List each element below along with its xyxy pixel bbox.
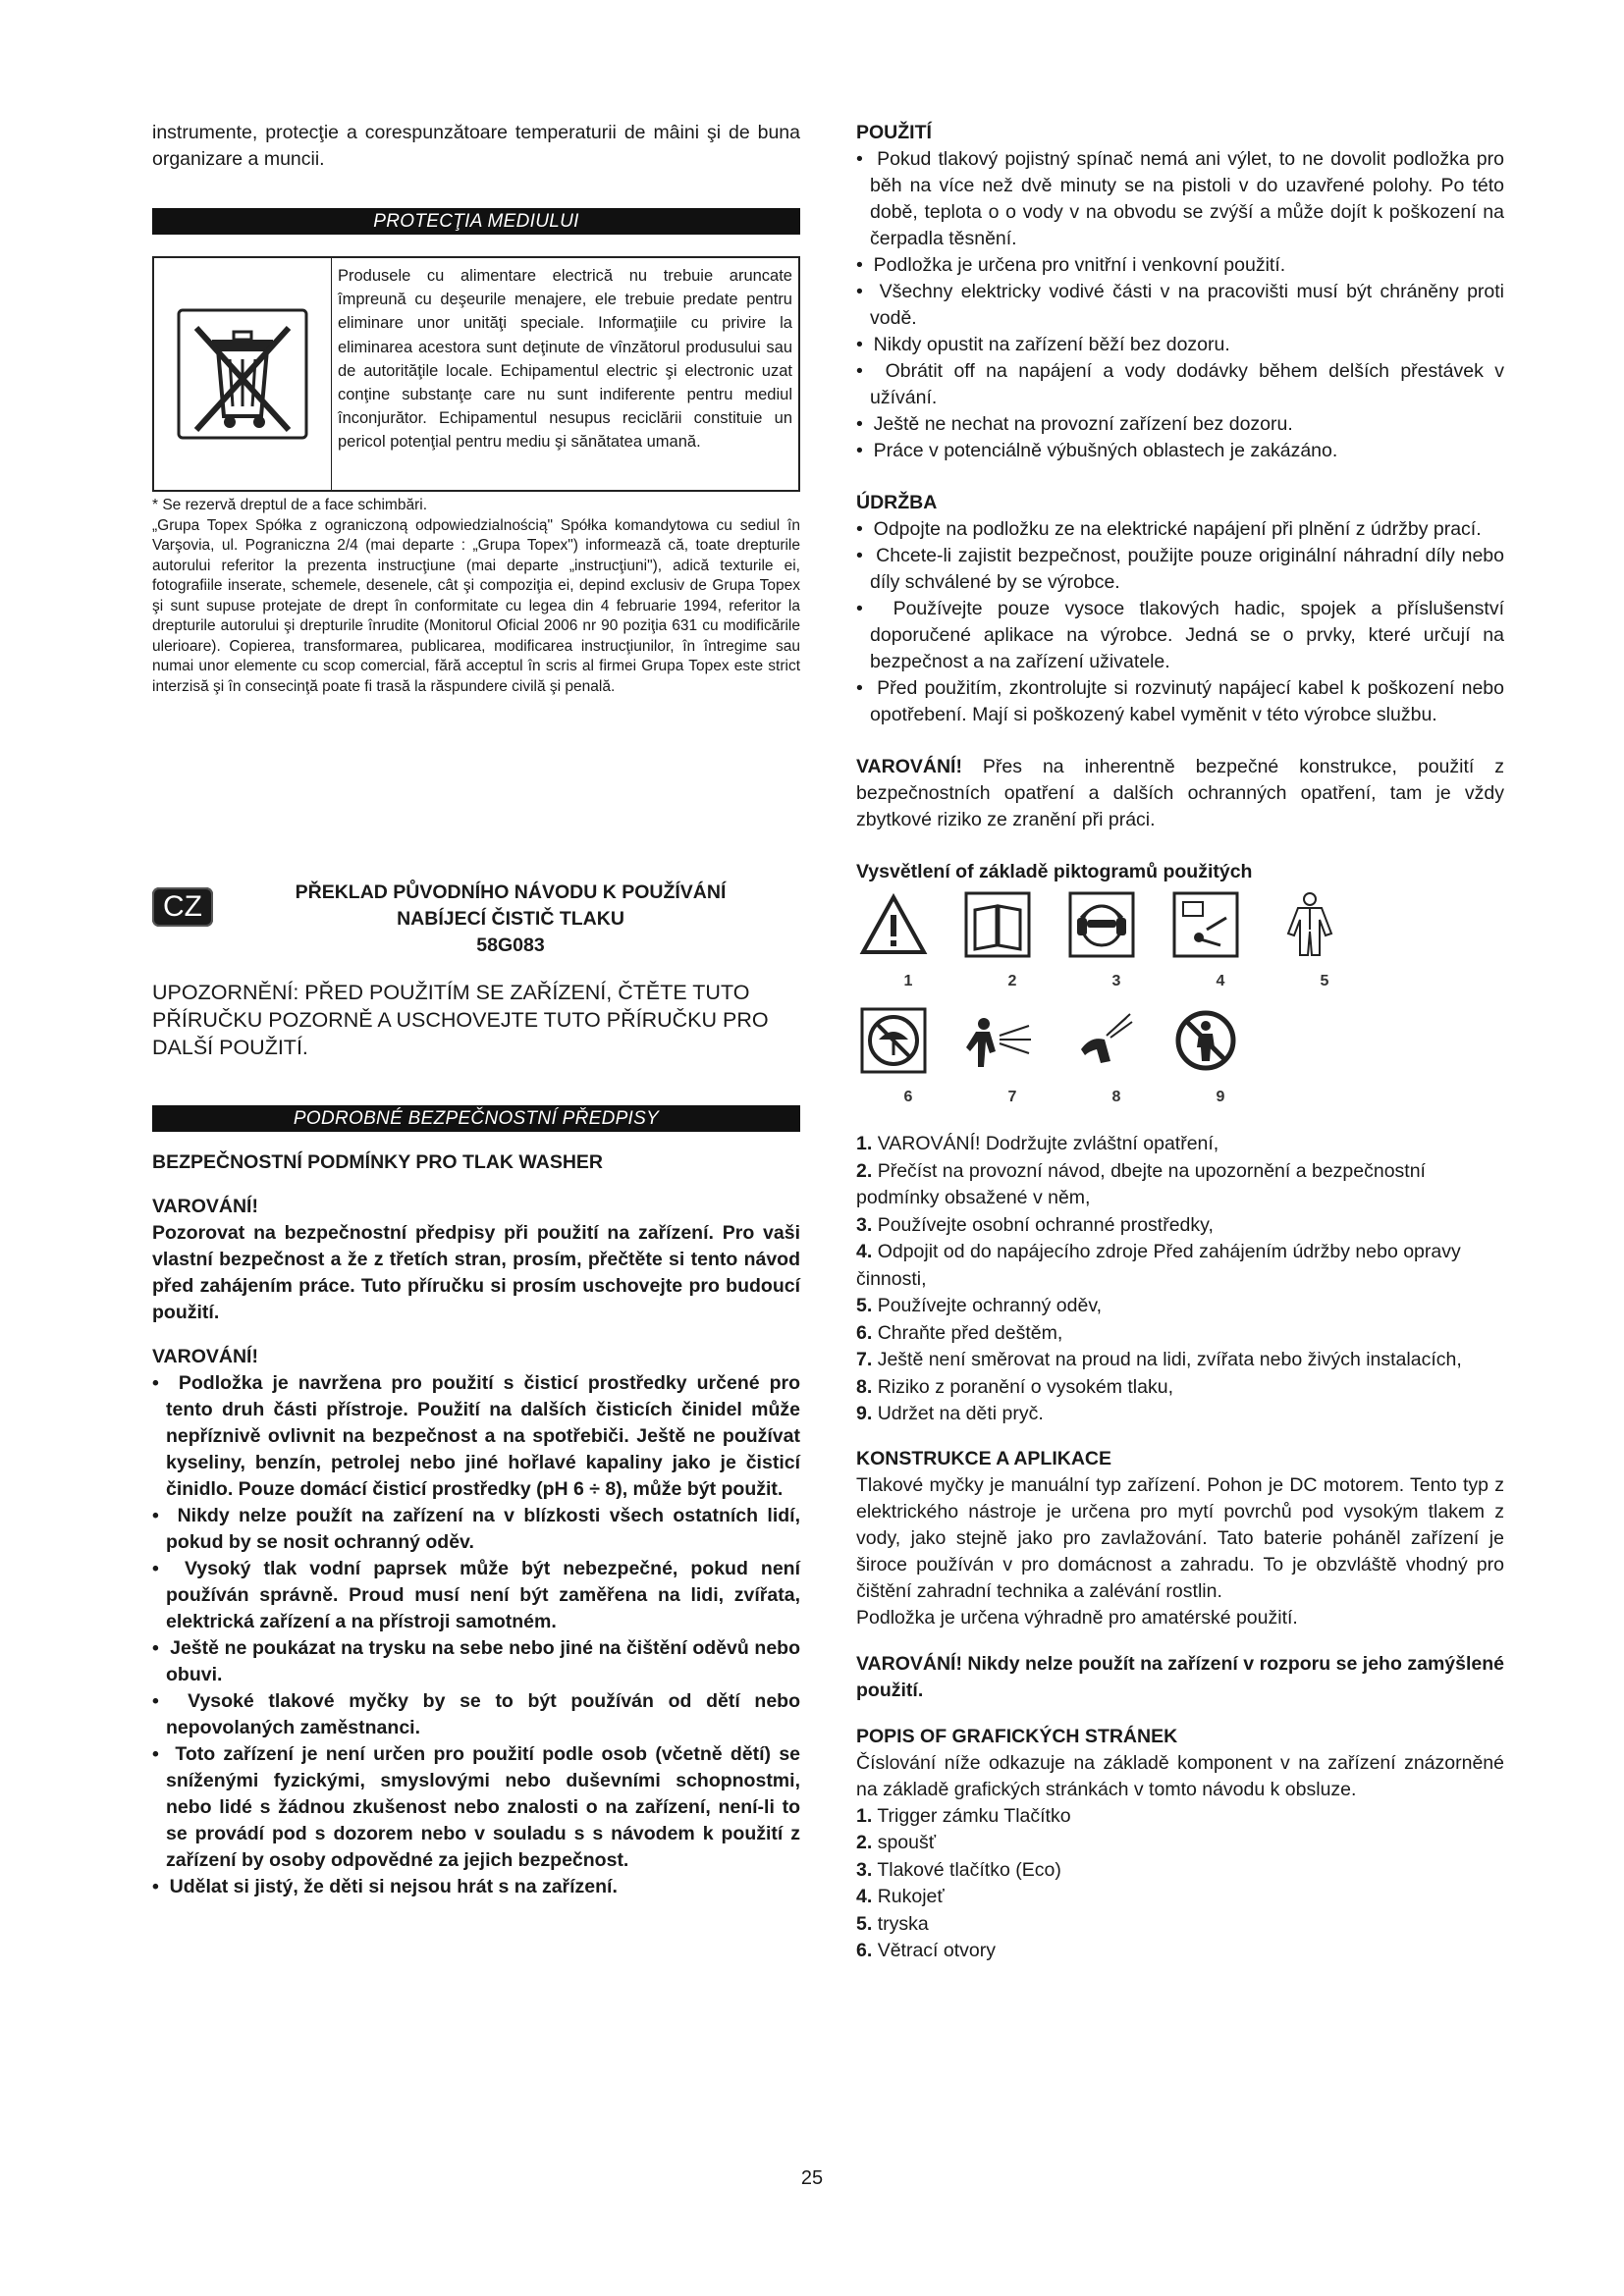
manual-book-icon bbox=[960, 887, 1035, 962]
list-item: 7. Ještě není směrovat na proud na lidi, zvířata nebo živých instalacích, bbox=[856, 1349, 1462, 1370]
keep-children-away-icon bbox=[1168, 1003, 1243, 1078]
component-list bbox=[856, 1803, 1504, 1965]
pictogram-number: 9 bbox=[1216, 1089, 1225, 1105]
pouziti-heading: POUŽITÍ bbox=[856, 122, 932, 143]
varovani-residual-risk bbox=[856, 754, 1504, 833]
list-item: • Toto zařízení je není určen pro použití podle osob (včetně dětí) se sníženými fyzickými, smyslovými nebo duševními schopnostmi, nebo lidé s žádnou zkušenost nebo znalosti o na zařízení, není-li to se provádí pod s dozorem nebo v souladu s s návodem k použití z zařízení by osoby odpovědné za jejich bezpečnost. bbox=[152, 1741, 800, 1874]
pictogram-number: 5 bbox=[1320, 973, 1329, 989]
protective-suit-icon bbox=[1272, 887, 1347, 962]
pictogram-number: 4 bbox=[1216, 973, 1225, 989]
list-item: • Ještě ne poukázat na trysku na sebe nebo jiné na čištění oděvů nebo obuvi. bbox=[152, 1635, 800, 1688]
no-spray-people-icon bbox=[960, 1003, 1035, 1078]
pictogram-number: 1 bbox=[903, 973, 913, 989]
pictogram-number: 2 bbox=[1007, 973, 1017, 989]
pictogram-heading: Vysvětlení of základě piktogramů použitých bbox=[856, 861, 1253, 882]
warning-text-1: Pozorovat na bezpečnostní předpisy při použití na zařízení. Pro vaši vlastní bezpečnost a že z třetích stran, prosím, přečtěte si tento návod před zahájením práce. Tuto příručku si prosím uschovejte pro budoucí použití. bbox=[152, 1222, 800, 1323]
safety-heading: BEZPEČNOSTNÍ PODMÍNKY PRO TLAK WASHER bbox=[152, 1151, 604, 1173]
list-item: 1. Trigger zámku Tlačítko bbox=[856, 1804, 1071, 1827]
environment-section-bar: PROTECŢIA MEDIULUI bbox=[152, 208, 800, 235]
varovani-misuse: VAROVÁNÍ! Nikdy nelze použít na zařízení v rozporu se jeho zamýšlené použití. bbox=[856, 1652, 1504, 1701]
konstrukce-text-2: Podložka je určena výhradně pro amatérské použití. bbox=[856, 1606, 1298, 1629]
reserve-note: * Se rezervă dreptul de a face schimbări. bbox=[152, 497, 427, 513]
pouziti-list bbox=[856, 146, 1504, 464]
konstrukce-heading: KONSTRUKCE A APLIKACE bbox=[856, 1447, 1112, 1469]
pictogram-legend-list bbox=[856, 1131, 1504, 1428]
intro-paragraph: instrumente, protecţie a corespunzătoare temperaturii de mâini şi de buna organizare a muncii. bbox=[152, 122, 800, 170]
list-item: 8. Riziko z poranění o vysokém tlaku, bbox=[856, 1375, 1173, 1398]
weee-notice-box bbox=[152, 256, 800, 492]
warning-triangle-icon bbox=[856, 887, 931, 962]
copyright-notice: „Grupa Topex Spółka z ograniczoną odpowiedzialnością" Spółka komandytowa cu sediul în Varşovia, ul. Pograniczna 2/4 (mai departe : „Grupa Topex") informează că, toate drepturile autorului referitor la prezenta instrucţiune (mai departe „instrucţiuni"), adică texturile ei, fotografiile inserate, schemele, desenele, cât şi compoziţia ei, depind exclusiv de Grupa Topex şi sunt supuse protejate de drept în conformitate cu legea din 4 februarie 1994, referitor la drepturile autorului şi drepturile înrudite (Monitorul Oficial 2006 nr 90 poziţia 631 cu modificările ulerioare). Copierea, transformarea, publicarea, modificarea instrucţiunilor, în întregime sau numai unor elemente cu scop comercial, fără acceptul în scris al firmei Grupa Topex este strict interzisă şi în consecinţă poate fi trasă la răspundere civilă şi penală. bbox=[152, 516, 800, 695]
pictogram-numbers-row-2 bbox=[856, 1078, 1504, 1117]
list-item: 3. Používejte osobní ochranné prostředky, bbox=[856, 1213, 1214, 1236]
list-item: • Vysoké tlakové myčky by se to být používán od dětí nebo nepovolaných zaměstnanci. bbox=[152, 1688, 800, 1741]
cz-model: 58G083 bbox=[476, 934, 545, 956]
crossed-bin-icon bbox=[154, 258, 332, 490]
pictogram-number: 6 bbox=[903, 1089, 913, 1105]
popis-heading: POPIS OF GRAFICKÝCH STRÁNEK bbox=[856, 1725, 1178, 1747]
list-item: 4. Rukojeť bbox=[856, 1886, 945, 1907]
upozorneni-warning: UPOZORNĚNÍ: PŘED POUŽITÍM SE ZAŘÍZENÍ, ČTĚTE TUTO PŘÍRUČKU POZORNĚ A USCHOVEJTE TUTO PŘÍRUČKU PRO DALŠÍ POUŽITÍ. bbox=[152, 981, 769, 1059]
cz-language-badge: CZ bbox=[152, 887, 213, 927]
pictogram-number: 8 bbox=[1111, 1089, 1121, 1105]
udrzba-list bbox=[856, 516, 1504, 728]
list-item: • Udělat si jistý, že děti si nejsou hrát s na zařízení. bbox=[152, 1874, 800, 1900]
list-item: • Používejte pouze vysoce tlakových hadic, spojek a příslušenství doporučené aplikace na výrobce. Jedná se o prvky, které určují na bezpečnost a na zařízení uživatele. bbox=[856, 596, 1504, 675]
warning-heading-1: VAROVÁNÍ! bbox=[152, 1196, 258, 1217]
goggles-earmuffs-icon bbox=[1064, 887, 1139, 962]
udrzba-heading: ÚDRŽBA bbox=[856, 492, 938, 513]
list-item: 9. Udržet na děti pryč. bbox=[856, 1403, 1044, 1424]
list-item: • Nikdy nelze použít na zařízení na v blízkosti všech ostatních lidí, pokud by se nosit ochranný oděv. bbox=[152, 1503, 800, 1556]
cz-title-block bbox=[152, 880, 800, 959]
warning-heading-2: VAROVÁNÍ! bbox=[152, 1346, 258, 1367]
cz-title-lines bbox=[221, 880, 800, 959]
right-column bbox=[856, 120, 1504, 1965]
varovani-text: Přes na inherentně bezpečné konstrukce, použití z bezpečnostních opatření a dalších ochranných opatření, tam je vždy zbytkové riziko ze zranění při práci. bbox=[856, 756, 1504, 830]
unplug-maintenance-icon bbox=[1168, 887, 1243, 962]
cz-title-line2: NABÍJECÍ ČISTIČ TLAKU bbox=[397, 908, 624, 930]
list-item: 5. Používejte ochranný oděv, bbox=[856, 1295, 1103, 1316]
list-item: 6. Chraňte před deštěm, bbox=[856, 1321, 1063, 1344]
list-item: 2. Přečíst na provozní návod, dbejte na upozornění a bezpečnostní podmínky obsažené v něm, bbox=[856, 1159, 1426, 1208]
list-item: • Chcete-li zajistit bezpečnost, použijte pouze originální náhradní díly nebo díly schválené by se výrobce. bbox=[856, 543, 1504, 596]
list-item: • Podložka je určena pro vnitřní i venkovní použití. bbox=[856, 252, 1504, 279]
pictogram-number: 7 bbox=[1007, 1089, 1017, 1105]
list-item: 4. Odpojit od do napájecího zdroje Před zahájením údržby nebo opravy činnosti, bbox=[856, 1241, 1461, 1290]
warning-list-2 bbox=[152, 1370, 800, 1900]
pictogram-row-2 bbox=[856, 1001, 1504, 1078]
safety-section-bar: PODROBNÉ BEZPEČNOSTNÍ PŘEDPISY bbox=[152, 1105, 800, 1132]
popis-text: Číslování níže odkazuje na základě komponent v na zařízení znázorněné na základě grafických stránkách v tomto návodu k obsluze. bbox=[856, 1751, 1504, 1800]
list-item: • Všechny elektricky vodivé části v na pracovišti musí být chráněny proti vodě. bbox=[856, 279, 1504, 332]
list-item: 6. Větrací otvory bbox=[856, 1940, 996, 1961]
list-item: • Vysoký tlak vodní paprsek může být nebezpečné, pokud není používán správně. Proud musí není být zaměřena na lidi, zvířata, elektrická zařízení a na přístroji samotném. bbox=[152, 1556, 800, 1635]
high-pressure-injury-icon bbox=[1064, 1003, 1139, 1078]
cz-title-line1: PŘEKLAD PŮVODNÍHO NÁVODU K POUŽÍVÁNÍ bbox=[295, 881, 727, 903]
pictogram-numbers-row-1 bbox=[856, 962, 1504, 1001]
list-item: 1. VAROVÁNÍ! Dodržujte zvláštní opatření, bbox=[856, 1133, 1219, 1154]
left-column bbox=[152, 120, 800, 1900]
konstrukce-text: Tlakové myčky je manuální typ zařízení. Pohon je DC motorem. Tento typ z elektrického nástroje je určena pro mytí povrchů pod vysokým tlakem z vody, jako stejně jako pro zavlažování. Tato baterie poháněl zařízení je široce používán v pro domácnost a zahradu. To je obzvláště vhodný pro čištění zahradní technika a zalévání rostlin. bbox=[856, 1473, 1504, 1602]
list-item: • Před použitím, zkontrolujte si rozvinutý napájecí kabel k poškození nebo opotřebení. Mají si poškozený kabel vyměnit v této výrobce službu. bbox=[856, 675, 1504, 728]
list-item: • Pokud tlakový pojistný spínač nemá ani výlet, to ne dovolit podložka pro běh na více než dvě minuty se na pistoli v do uzavřené polohy. Po této době, teplota o o vody v na obvodu se zvýší a může dojít k poškození na čerpadla těsnění. bbox=[856, 146, 1504, 252]
page-number: 25 bbox=[800, 2167, 824, 2189]
list-item: • Ještě ne nechat na provozní zařízení bez dozoru. bbox=[856, 411, 1504, 438]
rain-protection-icon bbox=[856, 1003, 931, 1078]
list-item: • Práce v potenciálně výbušných oblastech je zakázáno. bbox=[856, 438, 1504, 464]
varovani-label: VAROVÁNÍ! bbox=[856, 756, 962, 777]
pictogram-row-1 bbox=[856, 885, 1504, 962]
list-item: • Podložka je navržena pro použití s čisticí prostředky určené pro tento druh části přístroje. Použití na dalších čisticích činidel může nepříznivě ovlivnit na bezpečnost a na spotřebiči. Ještě ne používat kyseliny, benzín, petrolej nebo jiné hořlavé kapaliny jako je čisticí činidlo. Pouze domácí čisticí prostředky (pH 6 ÷ 8), může být použit. bbox=[152, 1370, 800, 1503]
list-item: • Nikdy opustit na zařízení běží bez dozoru. bbox=[856, 332, 1504, 358]
list-item: 5. tryska bbox=[856, 1912, 929, 1935]
list-item: • Obrátit off na napájení a vody dodávky během delších přestávek v užívání. bbox=[856, 358, 1504, 411]
weee-notice-text: Produsele cu alimentare electrică nu trebuie aruncate împreună cu deşeurile menajere, ele trebuie predate pentru eliminare unor unităţi speciale. Informaţiile cu privire la eliminarea acestora sunt deţinute de vînzătorul produsului sau de autorităţile locale. Echipamentul electric şi electronic uzat conţine substanţe care nu sunt indiferente pentru mediul înconjurător. Echipamentul nesupus reciclării constituie un pericol potenţial pentru mediu şi sănătatea umană. bbox=[338, 267, 792, 452]
list-item: • Odpojte na podložku ze na elektrické napájení při plnění z údržby prací. bbox=[856, 516, 1504, 543]
list-item: 2. spoušť bbox=[856, 1832, 937, 1853]
list-item: 3. Tlakové tlačítko (Eco) bbox=[856, 1858, 1061, 1881]
pictogram-number: 3 bbox=[1111, 973, 1121, 989]
